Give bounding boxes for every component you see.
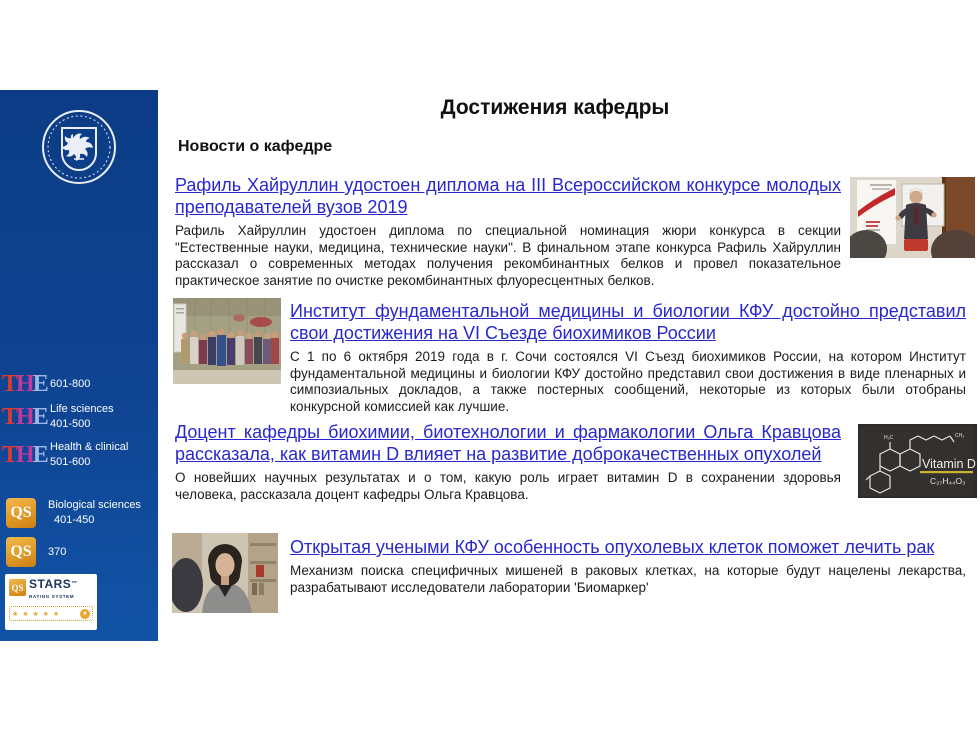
lecture-presentation-photo [850, 177, 975, 258]
news-body: Механизм поиска специфичных мишеней в раковых клетках, на которые будут нацелены лекарства, разрабатывают исследователи лаборатории 'Биомаркер' [290, 563, 966, 595]
news-title-link[interactable]: Рафиль Хайруллин удостоен диплома на III Всероссийском конкурсе молодых преподавателей вузов 2019 [175, 175, 841, 217]
vitamin-d-formula: C₂₇H₄₄O₃ [930, 476, 966, 486]
qs-stars-subtitle: RATING SYSTEM [29, 594, 75, 599]
news-body: С 1 по 6 октября 2019 года в г. Сочи состоялся VI Съезд биохимиков России, на котором Институт фундаментальной медицины и биологии КФУ достойно представил свои достижения в виде пленарных и симпозиальных докладов, а также постерных сообщений, некоторые из которых были отобраны конкурсной комиссией как лучшие. [290, 349, 966, 414]
the-life-sciences-label: Life sciences [50, 403, 114, 415]
star-circle-icon: ★ [80, 609, 90, 619]
news-item [175, 174, 841, 289]
news-body: Рафиль Хайруллин удостоен диплома по специальной номинация жюри конкурса в секции "Естественные науки, медицина, технические науки". В финальном этапе конкурса Рафиль Хайруллин рассказал о современных методах получения рекомбинантных белков и провел показательное практическое занятие по очистке рекомбинантных флуоресцентных белков. [175, 223, 841, 288]
section-header: Новости о кафедре [178, 138, 333, 155]
the-life-sciences-value: 401-500 [50, 418, 91, 430]
qs-overall-value: 370 [48, 545, 67, 558]
page-title: Достижения кафедры [440, 96, 670, 119]
news-title-link[interactable]: Институт фундаментальной медицины и биологии КФУ достойно представил свои достижения на VI Съезде биохимиков России [290, 301, 966, 343]
the-overall-value: 601-800 [50, 377, 91, 390]
star-icons: ★ ★ ★ ★ ★ [12, 610, 61, 618]
university-sidebar [0, 90, 158, 641]
vitamin-d-chalkboard [858, 424, 977, 498]
the-logo-icon: T H E [2, 442, 47, 468]
news-title-link[interactable]: Открытая учеными КФУ особенность опухолевых клеток поможет лечить рак [290, 537, 935, 557]
svg-text:H₃C: H₃C [884, 435, 894, 441]
svg-text:CH₃: CH₃ [955, 433, 965, 439]
qs-biological-label: Biological sciences [48, 499, 141, 511]
the-ranking-health-clinical [0, 439, 158, 471]
qs-ranking-biological-sciences [0, 495, 158, 531]
the-logo-icon: T H E [2, 404, 47, 430]
qs-logo-icon: QS [9, 579, 26, 596]
the-ranking-life-sciences [0, 401, 158, 433]
qs-biological-value: 401-450 [54, 514, 95, 526]
qs-stars-title: STARS™ RATING SYSTEM [29, 579, 78, 602]
the-logo-icon: T H E [2, 371, 47, 397]
news-item [290, 536, 966, 596]
news-title-link[interactable]: Доцент кафедры биохимии, биотехнологии и фармакологии Ольга Кравцова рассказала, как витамин D влияет на развитие доброкачественных опухолей [175, 422, 841, 464]
qs-logo-icon: QS [6, 537, 36, 567]
news-body: О новейших научных результатах и о том, какую роль играет витамин D в сохранении здоровья человека, рассказала доцент кафедры Ольга Кравцова. [175, 470, 841, 502]
the-ranking-overall [0, 370, 158, 398]
qs-stars-badge [5, 574, 97, 630]
the-health-clinical-value: 501-600 [50, 456, 91, 468]
news-item [290, 300, 966, 415]
congress-group-photo [173, 298, 281, 384]
researcher-portrait-photo [172, 533, 278, 613]
vitamin-d-label: Vitamin D [922, 457, 976, 471]
qs-ranking-overall [0, 536, 158, 568]
qs-stars-rating-row [9, 606, 93, 621]
news-item [175, 421, 841, 503]
the-health-clinical-label: Health & clinical [50, 441, 129, 453]
qs-logo-icon: QS [6, 498, 36, 528]
kfu-emblem-icon [40, 108, 118, 186]
